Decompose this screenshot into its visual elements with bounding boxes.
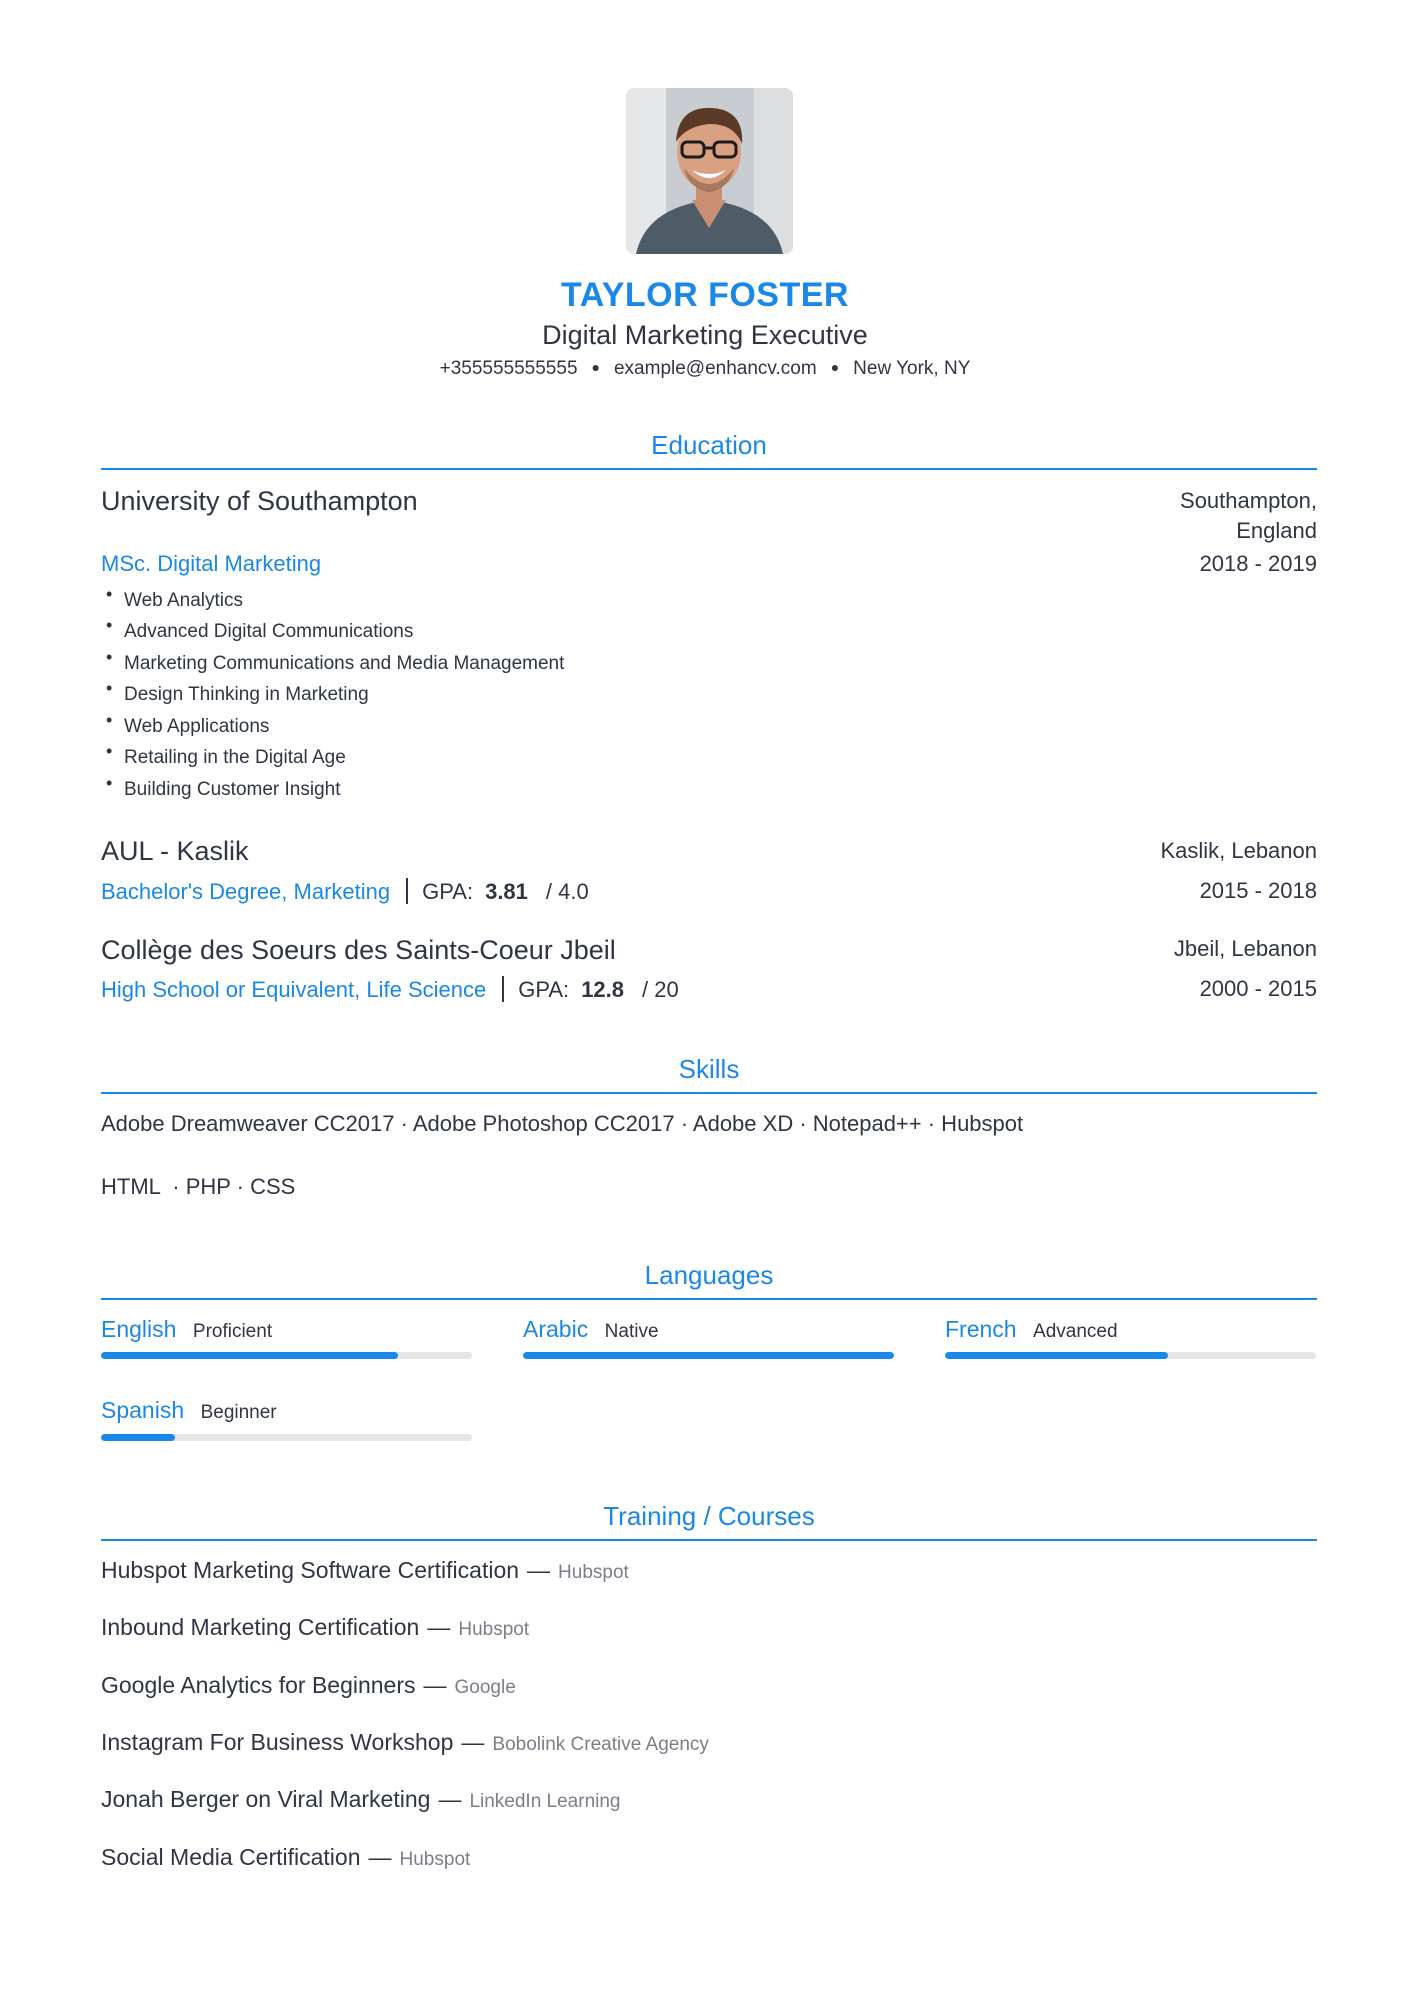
education-degree-2: Bachelor's Degree, Marketing	[101, 879, 391, 904]
course-item: • Marketing Communications and Media Management	[108, 653, 564, 675]
course-item: • Advanced Digital Communications	[108, 621, 413, 643]
divider-bar	[406, 878, 408, 904]
language-item-spanish	[101, 1397, 277, 1424]
language-bar-fill	[945, 1352, 1168, 1359]
gpa-max: / 20	[642, 977, 679, 1002]
education-location-1a: Southampton,	[1180, 488, 1317, 513]
separator-dot: ●	[830, 359, 840, 375]
education-school-3: Collège des Soeurs des Saints-Coeur Jbeil	[101, 935, 616, 965]
language-item-arabic	[523, 1316, 659, 1343]
language-item-french	[945, 1316, 1118, 1343]
language-item-english	[101, 1316, 272, 1343]
training-divider	[101, 1539, 1317, 1541]
training-item: Social Media Certification — Hubspot	[101, 1844, 471, 1870]
education-degree-line-3	[101, 976, 679, 1003]
contact-line	[0, 358, 1410, 380]
language-name: English	[101, 1316, 177, 1342]
language-bar-fill	[101, 1434, 175, 1441]
language-bar-spanish	[101, 1434, 472, 1441]
candidate-title: Digital Marketing Executive	[542, 320, 868, 350]
training-section-title: Training / Courses	[603, 1501, 815, 1531]
languages-divider	[101, 1298, 1317, 1300]
language-bar-english	[101, 1352, 472, 1359]
course-item: • Web Analytics	[108, 590, 243, 612]
language-level: Proficient	[192, 1321, 273, 1342]
candidate-name: TAYLOR FOSTER	[561, 276, 849, 314]
phone-number: +355555555555	[439, 358, 578, 379]
language-bar-fill	[523, 1352, 894, 1359]
language-level: Native	[604, 1321, 659, 1342]
language-name: Spanish	[101, 1397, 185, 1423]
language-name: Arabic	[523, 1316, 589, 1342]
location: New York, NY	[853, 358, 971, 379]
training-item: Inbound Marketing Certification — Hubspot	[101, 1614, 530, 1640]
education-school-1: University of Southampton	[101, 486, 418, 516]
gpa-label: GPA:	[518, 977, 570, 1002]
separator-dot: ●	[591, 359, 600, 375]
skills-line-2: HTML · PHP · CSS	[101, 1174, 296, 1199]
training-item: Jonah Berger on Viral Marketing — LinkedIn Learning	[101, 1786, 621, 1812]
gpa-value: 12.8	[581, 977, 625, 1002]
language-bar-arabic	[523, 1352, 894, 1359]
language-level: Advanced	[1033, 1321, 1118, 1342]
language-bar-french	[945, 1352, 1316, 1359]
skills-line-1: Adobe Dreamweaver CC2017 · Adobe Photoshop CC2017 · Adobe XD · Notepad++ · Hubspot	[101, 1111, 1024, 1136]
skills-divider	[101, 1092, 1317, 1094]
education-location-1b: England	[1236, 518, 1317, 543]
education-section-title: Education	[651, 430, 767, 460]
language-bar-fill	[101, 1352, 398, 1359]
gpa-value: 3.81	[485, 879, 528, 904]
profile-photo	[626, 88, 793, 254]
skills-section-title: Skills	[678, 1054, 740, 1084]
language-level: Beginner	[200, 1402, 277, 1423]
education-dates-1: 2018 - 2019	[1199, 551, 1317, 576]
education-degree-1: MSc. Digital Marketing	[101, 551, 322, 576]
course-item: • Building Customer Insight	[108, 779, 341, 801]
gpa-label: GPA:	[422, 879, 474, 904]
education-degree-line-2	[101, 878, 589, 905]
training-item: Instagram For Business Workshop — Bobolink Creative Agency	[101, 1729, 709, 1755]
language-name: French	[945, 1316, 1017, 1342]
divider-bar	[502, 976, 504, 1002]
course-item: • Retailing in the Digital Age	[108, 747, 346, 769]
education-dates-2: 2015 - 2018	[1199, 878, 1317, 903]
education-location-2: Kaslik, Lebanon	[1160, 838, 1317, 863]
education-divider	[101, 468, 1317, 470]
course-item: • Web Applications	[108, 716, 269, 738]
profile-photo-image	[626, 88, 793, 254]
education-degree-3: High School or Equivalent, Life Science	[101, 977, 487, 1002]
education-dates-3: 2000 - 2015	[1199, 976, 1317, 1001]
training-item: Hubspot Marketing Software Certification — Hubspot	[101, 1557, 629, 1583]
course-item: • Design Thinking in Marketing	[108, 684, 369, 706]
training-item: Google Analytics for Beginners — Google	[101, 1672, 516, 1698]
languages-section-title: Languages	[644, 1260, 774, 1290]
email-address: example@enhancv.com	[613, 358, 817, 379]
education-location-3: Jbeil, Lebanon	[1173, 936, 1317, 961]
education-school-2: AUL - Kaslik	[101, 836, 249, 866]
gpa-max: / 4.0	[545, 879, 589, 904]
